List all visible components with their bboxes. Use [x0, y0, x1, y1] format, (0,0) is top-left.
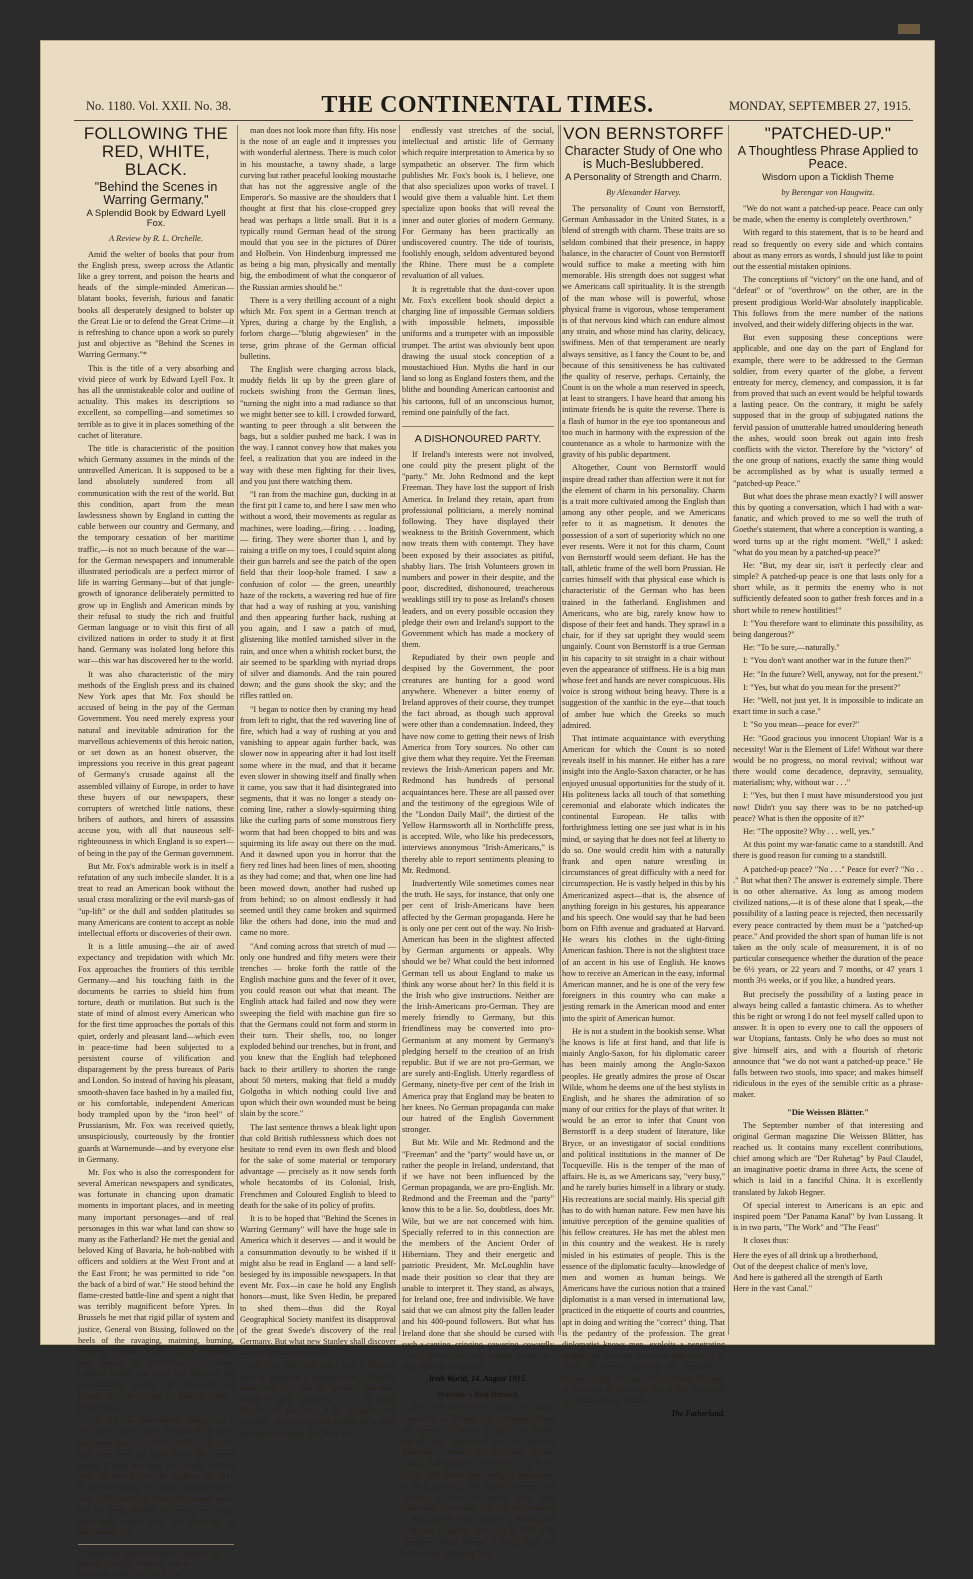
- paragraph: I: "You therefore want to eliminate this possibility, as being dangerous?": [733, 618, 923, 639]
- paragraph: I: "So you mean—peace for ever?": [743, 720, 860, 730]
- article-headline-warsaw: Warsaw's Red Record.: [436, 1389, 520, 1400]
- article-headline: FOLLOWING THE RED, WHITE, BLACK.: [83, 124, 229, 179]
- article-subhead: A Thoughtless Phrase Applied to Peace.: [737, 143, 919, 171]
- paragraph: It was also characteristic of the miry methods of the English press and its chained New York apes that Mr. Fox should be accused of being in the pay of the German Government. You need merely express your natural and inevitable admiration for the marvellous achievements of this heroic nation, or set down as an honest observer, the impressions you receive in this great pageant of Germany's crusade against all the assembled villainy of Europe, in order to have these buyers of our newspapers, these corrupters of wretched little nations, these bribers of authors, and hirers of assassins accuse you, with all that nauseous self-righteousness in which England is so expert—of being in the pay of the German government.: [78, 669, 234, 858]
- paragraph: It is regrettable that the dust-cover upon Mr. Fox's excellent book should depict a charging line of impossible German soldiers with impossible helmets, impossible uniforms and a trumpeter with an impossible trumpet. The artist was obviously bent upon drawing the usual stock conception of a moustachioed Hun. Myths die hard in our land so long as England fosters them, and the blithe and bounding American cartoonist and his cartoons, full of an unconscious humor, remind one painfully of the fact.: [402, 284, 554, 417]
- column-4: [562, 124, 725, 1419]
- paragraph: He: "In the future? Well, anyway, not for the present.": [743, 669, 923, 679]
- paragraph: endlessly vast stretches of the social, intellectual and artistic life of Germany which require interpretation to America by so sympathetic an observer. The firm which publishes Mr. Fox's book is, I believe, one that also specializes upon works of travel. I would give them a valuable hint. Let them specialize upon books that will reveal the inner and outer glories of modern Germany. For Germany has been practically an undiscovered country. The tide of tourists, foolishly enough, seldom adventured beyond the Rhine. There must be a complete revaluation of all values.: [402, 126, 554, 281]
- paragraph: But what does the phrase mean exactly? I will answer this by quoting a conversation, which I had with a war-fanatic, and which proved to me so well the truth of Goethe's statement, that where a conception is wanting, a word turns up at the right moment. "Well," I asked: "what do you mean by a patched-up peace?": [733, 491, 923, 557]
- paragraph: I: "Yes, but then I must have misunderstood you just now! Didn't you say there was to be no patched-up peace? What is then the opposite of it?": [733, 791, 923, 823]
- paragraph: It is to be hoped that "Behind the Scenes in Warring Germany" will have the huge sale in America which it deserves — and it would be a consummation devoutly to be wished if it might also be read in England — a land self-besieged by its impossible newspapers. In that event Mr. Fox—in case he hold any English honors—must, like Sven Hedin, be prepared to shed them—thus did the Royal Geographical Society manifest its disapproval of the great Swede's discovery of the real Germany. But what new Stanley shall discover darkest Britain unto itself?: [240, 1214, 396, 1358]
- column-divider: [558, 125, 559, 1335]
- issue-date: MONDAY, SEPTEMBER 27, 1915.: [729, 99, 911, 113]
- paragraph: It closes thus:: [743, 1236, 789, 1246]
- paragraph: The English were charging across black, muddy fields lit up by the green glare of rockets swishing from the German lines, "turning the night into a mad radiance so that we might better see to kill. I crowded forward, wanting to peer through a slit between the bags, but a soldier pushed me back. I was in the way. I cannot convey how that makes you feel, a realization that you are indeed in the way with these men fighting for their lives, and you just there watching them.: [240, 364, 396, 486]
- footnote: * "Behind the Scenes in Warring Germany" by Edward Lyell Fox. McBride, Nast & Co., Publishers, New York City, $ 1.50.: [78, 1544, 234, 1579]
- paragraph: I: "Yes, but what do you mean for the present?": [743, 682, 901, 692]
- article-byline: A Review by R. L. Orchelle.: [109, 232, 203, 243]
- article-body: [562, 203, 725, 1406]
- paragraph: But Mr. Wile and Mr. Redmond and the "Freeman" and the "party" would have us, or rather the people in Ireland, understand, that if we have not been influenced by the German propaganda, we are pro-English. Mr. Redmond and the Freeman and the "party" know this to be a lie. So, doubtless, does Mr. Wile, but we are not concerned with him. Specially referred to in this connection are the members of the Ancient Order of Hibernians. They and their energetic and patriotic President, Mr. McLoughlin have made their position so clear that they are unable to interpret it. They stand, as always, for Ireland one, free and indivisible. We have said that we can almost pity the fallen leader and his 400-pound followers. But what has Ireland done that she should be cursed with such a canting, cringing, cowering, cowardly crew? Ireland has had traitors before but none quite so despicable!: [402, 1138, 554, 1372]
- source-citation: Irish World, 14. August 1915.: [429, 1374, 527, 1384]
- paragraph: A patched-up peace? "No . . ." Peace for ever? "No . . ." But what then? The answer is extremely simple. There is no other alternative. As long as among modern civilized nations,—it is of these alone that I speak,—the possibility of a lasting peace is rejected, then necessarily every peace contracted by them must be a "patched-up peace." And provided the short span of human life is not taken as the only scale of measurement, it is of no particular consequence whether the duration of the peace be 6½ years, or 22 years and 7 months, or 47 years 1 month 3½ weeks, or if you like, a hundred years.: [733, 864, 923, 986]
- paragraph: man does not look more than fifty. His nose is the nose of an eagle and it impresses you with wonderful alertness. There is much color in his moustache, a tawny shade, a large curving but rather peaceful looking moustache that has not the aggressive angle of the Emperor's. So massive are the shoulders that I thought at first that his close-cropped grey head was perhaps a little small. But it is a typically round German head of the strong mould that you see in the pictures of Dürer and Holbein. Von Hindenburg impressed me as being a big man, physically and mentally big, the embodiment of what the conqueror of the Russian armies should be.": [240, 126, 396, 292]
- article-headline-weissen-blatter: "Die Weissen Blätter.": [787, 1106, 869, 1117]
- verse-line: Here in the vast Canal.": [733, 1284, 813, 1294]
- article-headline-patched-up: "PATCHED-UP.": [764, 124, 892, 143]
- verse-line: And here is gathered all the strength of Earth: [733, 1272, 883, 1282]
- paragraph: He: "But, my dear sir, isn't it perfectly clear and simple? A patched-up peace is one that lasts only for a short while, as it permits the enemy who is not sufficiently defeated soon to gather fresh forces and in a short while to renew hostilities!": [733, 560, 923, 615]
- article-body: [402, 1402, 554, 1559]
- page-corner-tab: [898, 24, 920, 34]
- verse-line: Here the eyes of all drink up a brotherhood,: [733, 1250, 878, 1260]
- paragraph: The September number of that interesting and original German magazine Die Weissen Blätter, has reached us. It contains many excellent contributions, chief among which are "Der Ruhetag" by Paul Claudel, an imaginative poetic drama in three Acts, the scene of which is laid in a fanciful China. It is excellently translated by Jakob Hegner.: [733, 1120, 923, 1197]
- paragraph: "His is a face tremendously strong, with a chin like a buttress and a forehead of the width that means power and there is a firmness to his little blue eyes; all these things the camera shows. It does not show the twinkle in these eyes; nor does it show the kindness that lurks in the wrinkles of his hardy, weather-beaten skin. It falls utterly to depict the pleasant smile that his small sharply cut mouth can show. Sixty-eight years you are thinking in amazement. This: [78, 1416, 234, 1537]
- paragraph: Of special interest to Americans is an epic and inspired poem "Der Panama Kanal" by Ivan Lussang. It is in two parts, "The Work" and "The Feast": [733, 1200, 923, 1233]
- article-byline: by Berengar von Haugwitz.: [781, 187, 875, 198]
- article-deck: Wisdom upon a Ticklish Theme: [762, 172, 894, 184]
- paragraph: At this point my war-fanatic came to a standstill. And there is good reason for coming to a standstill.: [733, 840, 923, 861]
- article-headline-dishonoured-party: A DISHONOURED PARTY.: [402, 426, 554, 445]
- paragraph: Inadvertently Wile sometimes comes near the truth. He says, for instance, that only one per cent of Irish-Americans have been affected by the German propaganda. Here he is only one per cent out of the way. No Irish-American has been in the slightest affected by German arguments or appeals. Why should we be? What could the best informed German tell us about England to make us think any worse about her? In this field it is the Irish who give instructions. Neither are the Irish-Americans pro-German. They are merely friendly to Germany, but this friendliness may be converted into pro-Germanism at any moment by Germany's pledging herself to the creation of an Irish republic. But if we are not pro-German, we are surely anti-English. Utterly regardless of Germany, ninety-five per cent of the Irish in America pray that England may be beaten to her knees. No German propaganda can make our hatred of the English Government stronger.: [402, 879, 554, 1135]
- paragraph: I: "You don't want another war in the future then?": [743, 656, 912, 666]
- paragraph: The conceptions of "victory" on the one hand, and of "defeat" or of "overthrow" on the other, are in the present prodigious World-War absolutely inapplicable. This follows from the mere number of the nations involved, and their widely differing objects in the war.: [733, 275, 923, 329]
- paragraph: The personality of Count von Bernstorff, German Ambassador in the United States, is a blend of strength with charm. These traits are so seldom combined that their presence, in happy balance, in the character of Count von Bernstorff would suffice to make a meeting with him memorable. His strength does not suggest what we Americans call spirituality. It is the strength of the man whose will is powerful, whose physical frame is vigorous, whose temperament is of that nervous kind which can endure almost any strain, and whose mind has clarity, delicacy, swiftness. Men of that temperament are nearly always sensitive, as I fancy the Count to be, and because of this sensitiveness he has cultivated the quality of reserve, perhaps. Certainly, the Count is on the whole a man reserved in speech, at least to strangers. I have heard that among his intimate friends he is quite the reverse. There is a flash of humor in the eye too spontaneous and too much in harmony with the expression of the countenance as a whole to harmonize with the gravity of his public department.: [562, 204, 725, 460]
- paragraph: But precisely the possibility of a lasting peace in always being called a fantastic chimera. As to whether this be right or wrong I do not feel myself called upon to answer. It is open to every one to call the opposers of war Utopians, fantasts. Only he who does so must not give himself airs, and with a flourish of rhetoric announce that "we do not want a patched-up peace." He falls between two stools, into space; and makes himself ridiculous in the eyes of the sensible critic as a phrase-maker.: [733, 989, 923, 1100]
- paragraph: But Mr. Fox's admirable work is in itself a refutation of any such imbecile slander. It is a treat to read an American book without the usual crass moralizing or the evil marsh-gas of "up-lift" or the dull and sodden platitudes so many Americans are content to accept as noble intellectual efforts or discoveries of their own.: [78, 861, 234, 938]
- paragraph: Mr. Fox who is also the correspondent for several American newspapers and syndicates, was fortunate in chancing upon dramatic moments in important places, and in meeting many important personages—and of real personages in this war what land can show so many as the Fatherland? He met the genial and beloved King of Bavaria, he hob-nobbed with officers and soldiers at the West Front and at the East Front; he was permitted to ride "on the back of a bird of war." He stood behind the flame-crested battle-line and spent a night that was terribly magnificent before Ypres. In Brussels he met that rigid pillar of system and justice, General von Bissing, followed on the heels of the ravaging, maiming, burning, torturing Russian hordes which devastated East Prussia; he interviewed that oaken colossus whose iron mace has shattered the multitudinous armies that threatened all Europe with the eclipse of Russian night—Hindenburg.: [78, 1167, 234, 1412]
- paragraph: "I began to notice then by craning my head from left to right, that the red wavering line of fire, which had a way of rushing at you and vanishing to appear again further back, was slower now in appearing after it had lost itself some where in the mud, and that it became even slower in showing itself and finally when it came, you saw that it had disintegrated into segments, that it was no longer a steady on-coming line, rather a slowly-squirming thing like the curling parts of some monstrous fiery worm that had been chopped to bits and was squirming its life away out there on the mud. And it dawned upon you in horror that the fiery red lines had been lines of men, shooting as they had come; and that, when one line had been mowed down, another had rushed up from behind; so on almost endlessly it had seemed until they came broken and squirmed like the others had done, into the mud and came no more.: [240, 704, 396, 938]
- paragraph: With regard to this statement, that is to be heard and read so frequently on every side and which contains about as many errors as words, I should just like to point out the essential mistaken opinions.: [733, 228, 923, 271]
- paragraph: The title is characteristic of the position which Germany assumes in the minds of the untravelled American. It is supposed to be a land absolutely sundered from all communication with the rest of the world. But this condition, apart from the mean lawlessness shown by England in cutting the cable between our country and Germany, and the temporary cessation of her maritime traffic,—is not so much because of the war—for the German newspapers and innumerable illustrated periodicals are a perfect mirror of life in warring Germany—but of that jungle-growth of ignorance deliberately permitted to grow up in English and American minds by their refusal to study the rich and fruitful German language or to visit this first of all civilized nations in order to study it at first hand. Germany was isolated long before this war—this war has discovered her to the world.: [78, 443, 234, 666]
- paragraph: Repudiated by their own people and despised by the Government, the poor creatures are hunting for a good word anywhere. Whenever a bitter enemy of Ireland approves of their course, they trumpet the fact abroad, as though such approval were other than a condemnation. Indeed, they have now come to getting their news of Irish America from Tory sources. No other can give them what they require. Yet the Freeman reviews the Irish-American papers and Mr. Redmond has hundreds of personal acquaintances here. These are all passed over and the testimony of the egregious Wile of the "London Daily Mail", the dirtiest of the Yellow Harmsworth all in Northcliffe press, is accepted. Wile, who like his predecessors, interviews anonymous "Irish-Americans," is thereby able to report sentiments pleasing to Mr. Redmond.: [402, 653, 554, 875]
- paragraph: "I ran from the machine gun, ducking in at the first pit I came to, and here I saw men who without a word, their movements as regular as machines, were loading,—firing. . . . loading, — firing. They were shorter than I, and by raising a trifle on my toes, I could squint along their gun barrels and see the patch of the open field that their loop-hole framed. I saw a confusion of color — the green, unearthly haze of the rockets, a wavering red hue of fire that had a way of rushing at you, vanishing and then appearing further back, rushing at you again, and I saw a patch of mud, glistening like mottled tarnished silver in the rain, and once when a whitish rocket burst, the air seemed to be sparkling with myriad drops of silver and diamonds. And the rain poured down; and the guns shook the sky; and the rifles rattled on.: [240, 490, 396, 701]
- source-citation: The Fatherland.: [671, 1409, 725, 1419]
- paragraph: He: "The opposite? Why . . . well, yes.": [743, 827, 875, 836]
- article-byline: By Alexander Harvey.: [606, 187, 681, 198]
- article-deck: A Splendid Book by Edward Lyell Fox.: [86, 207, 226, 229]
- article-deck: A Personality of Strength and Charm.: [565, 172, 722, 184]
- paragraph: He: "Good gracious you innocent Utopian! War is a necessity! War is the Element of Life! Without war there would be no progress, no moral revival; without war there would come decadence, depravity, sensuality, materialism; why, without war . . .": [733, 733, 923, 788]
- article-subhead: Character Study of One who is Much-Beslubbered.: [564, 143, 723, 171]
- paragraph: "We do not want a patched-up peace. Peace can only be made, when the enemy is completely overthrown.": [733, 204, 923, 225]
- paragraph: This is the title of a very absorbing and vivid piece of work by Edward Lyell Fox. It has all the unmistakeable color and outline of actuality. This makes its descriptions so excellent, so compelling—and sometimes so terrible as to give it in places something of the cachet of literature.: [78, 363, 234, 440]
- paragraph: If Ireland's interests were not involved, one could pity the present plight of the "party." Mr. John Redmond and the kept Freeman. They have lost the support of Irish America. In Ireland they retain, apart from professional politicians, a merely nominal following. They have displayed their weakness to the British Government, which now treats them with contempt. They have been exposed by their associates as pitiful, shabby liars. The Irish Volunteers grown in numbers and power in their despite, and the poor, discredited, dishonoured, treacherous weaklings still try to pose as Ireland's chosen leaders, and on every possible occasion they pledge their own and Ireland's support to the Government which has made a mockery of them.: [402, 449, 554, 650]
- paragraph: He: "Well, not just yet. It is impossible to indicate an exact time in such a case.": [733, 695, 923, 717]
- paragraph: He is not a student in the bookish sense. What he knows is life at first hand, and that life is mainly Anglo-Saxon, for his diplomatic career has been mainly among the Anglo-Saxon peoples. He greatly admires the prose of Oscar Wilde, whom he deems one of the best stylists in English, and he shares the admiration of so many of our critics for the plays of that writer. It would be an error to infer that Count von Bernstorff is a deep student of literature, like Bryce, or an investigator of social conditions and political institutions in the manner of De Tocqueville. His is the temper of the man of affairs. He is, as we Americans say, "very busy," and he rarely buries himself in a library or study. His recreations are social mainly. His special gift has to do with human nature. Few men have his intuitive perception of the genuine qualities of his fellow creatures. He has met the ablest men in this country and the weakest. He is rarely misled in his estimates of people. This is the essence of the diplomatic faculty—knowledge of men and women as human beings. We Americans have the curious notion that a trained diplomatist is a man versed in international law, practiced in the etiquette of courts and countries, apt in doing and writing the "correct" thing. That is the pedantry of the profession. The great diplomatist knows men, exploits a penetrating insight into character, possesses that rarest of all forms of human capacity—the capacity to estimate aright the capacities of others. Because he does this so unerringly Count von Bernstorff is a diplomatist of genius.: [562, 1026, 725, 1405]
- paragraph: Amid the welter of books that pour from the English press, sweep across the Atlantic like a grey torrent, and poison the hearts and heads of the simple-minded American—blatant books, feverish, furious and fanatic books all desperately designed to bolster up the Great Lie or to defend the Great Crime—it is refreshing to chance upon a work so purely just and objective as "Behind the Scenes in Warring Germany."*: [78, 249, 234, 360]
- paragraph: Altogether, Count von Bernstorff would inspire dread rather than affection were it not for the element of charm in his personality. Charm is a trait more cultivated among the English than among any other people, and we Americans refer to it as magnetism. It denotes the possession of a sort of superiority which no one ever resents. Were it not for this charm, Count von Bernstorff would seem defiant. He has the tall, athletic frame of the well born Prussian. He carries himself with that physical ease which is characteristic of the German who has been trained in the fatherland. Englishmen and Americans, who are big, rarely know how to dispose of their feet and hands. They sprawl in a chair, for if they sat upright they would seem ungainly. Count von Bernstorff is a true German in his capacity to sit straight in a chair without even the appearance of stiffness. He is a big man whose feet and hands are never conspicuous. His voice is strong without being heavy. There is a suggestion of the xanthic in the eye—that touch of amber hue which the Greeks so much admired.: [562, 463, 725, 730]
- paragraph: That intimate acquaintance with everything American for which the Count is so noted reveals itself in his manner. He either has a rare insight into the Anglo-Saxon character, or he has enjoyed unusual opportunities for the study of it. His politeness lacks all touch of that something ceremonial and elaborate which indicates the continental European. He talks with forthrightness letting one see just what is in his mind, or saying that he does not feel at liberty to do so. One would credit him with a naturally frank and open nature wrestling in circumstances of great difficulty with a need for circumspection. He is vastly helped in this by his Americanized aspect—that is, the absence of anything foreign in his gestures, his appearance and his speech. One would say that he had been born on Fifth avenue and graduated at Harvard. He wears his clothes in the tight-fitting American fashion. There is not the slightest trace of an accent in his use of English. He knows how to receive an American in the easy, informal American manner, and he is one of the very few foreigners in this country who can make a jesting remark in the American mood and enter into the spirit of American humor.: [562, 733, 725, 1023]
- paragraph: "And coming across that stretch of mud — only one hundred and fifty meters were their trenches — broke forth the rattle of the English machine guns and the fever of it over, you could reason out what that meant. The English attack had failed and now they were sweeping the field with machine gun fire so that the Germans could not form and storm in their turn. Their shells, too, no longer exploded behind our trenches, but in front, and you knew that the English had telephoned back to their artillery to shorten the range about 50 meters, making that field a muddy Golgotha in which nothing could live and upon which their own wounded must be being slain by the score.": [240, 941, 396, 1119]
- article-subhead: "Behind the Scenes in Warring Germany.": [94, 179, 218, 207]
- newspaper-title: THE CONTINENTAL TIMES.: [321, 92, 654, 118]
- verse-line: Out of the deepest chalice of men's love,: [733, 1261, 868, 1271]
- paragraph: There is a very thrilling account of a night which Mr. Fox spent in a German trench at Ypres, during a charge by the English, a forlorn charge—"blutig abgewiesen" in the terse, grim phrase of the German official bulletins.: [240, 295, 396, 361]
- issue-number: No. 1180. Vol. XXII. No. 38.: [86, 99, 232, 113]
- paragraph: Mr. Fox now and again uses a German word or phrase in a luminous way—though I must warn him that his favorite "granaten" should be spelt "Granaten." It is to be hoped that he will persevere in his struggles with German—which is not half so difficult as most Americans imagine. For there are: [240, 1361, 396, 1438]
- paragraph: It is a little amusing—the air of awed expectancy and trepidation with which Mr. Fox approaches the frontiers of this terrible Germany—and his touching faith in the documents he carries to shield him from torture, death or mutilation. But such is the state of mind of almost every American who for the first time approaches the portals of this quiet, orderly and pleasant land—which even in peace-time had been subjected to a persistent course of vilification and disparagement by the press bureaux of Paris and London. So instead of having his pleasant, smooth-shaven face bashed in by a mailed fist, or his comfortable, independent American body trampled upon by the "iron heel" of Prussianism, Mr. Fox was received quietly, unsuspiciously, courteously by the frontier guards at Warnemunde—and by everyone else in Germany.: [78, 942, 234, 1164]
- paragraph: Few cities have been the cause of so much bloodshed as Warsaw. For centuries, before the capture of Russia in 1813, the Polish capital was contended for by Swedes, Russians, Germans and Austrians, against whom, individually or collectively, the Poles had to fight almost continually for possession of their beautiful city. Both Germany and Austria, it may be noted, have held possession of Warsaw. The city was awarded to Prussia at the third partition of Poland, and held until Napoleon entered it in 1806. The Austrians seized Warsaw in April, 1809, but left it in the following June.: [402, 1403, 554, 1558]
- paragraph: He: "To be sure,—naturally.": [743, 643, 840, 653]
- paragraph: The last sentence throws a bleak light upon that cold British ruthlessness which does not hesitate to rend even its own flesh and blood for the sake of some material or temporary advantage — precisely as it now sends forth whole hecatombs of its Colonial, Irish, Frenchmen and Coloured English to bleed to death for the sake of its policy of profits.: [240, 1122, 396, 1210]
- paragraph: But even supposing these conceptions were applicable, and one day on the part of England for example, there were to be addressed to the German soldier, from every quarter of the globe, a fervent entreaty for mercy, clemency, and compassion, it is far from proved that such an event would be helpful towards a lasting peace. On the contrary, it might be safely supposed that in the group of subjugated nations the fervid passion of unutterable hatred smouldering beneath the ashes, would soon break out again into fresh conflicts with the victor. Therefore by the "victory" of the one group of nations, exactly the same thing would be accomplished as by what is usually termed a "patched-up Peace.": [733, 333, 923, 488]
- article-headline-von-bernstorff: VON BERNSTORFF: [563, 124, 724, 143]
